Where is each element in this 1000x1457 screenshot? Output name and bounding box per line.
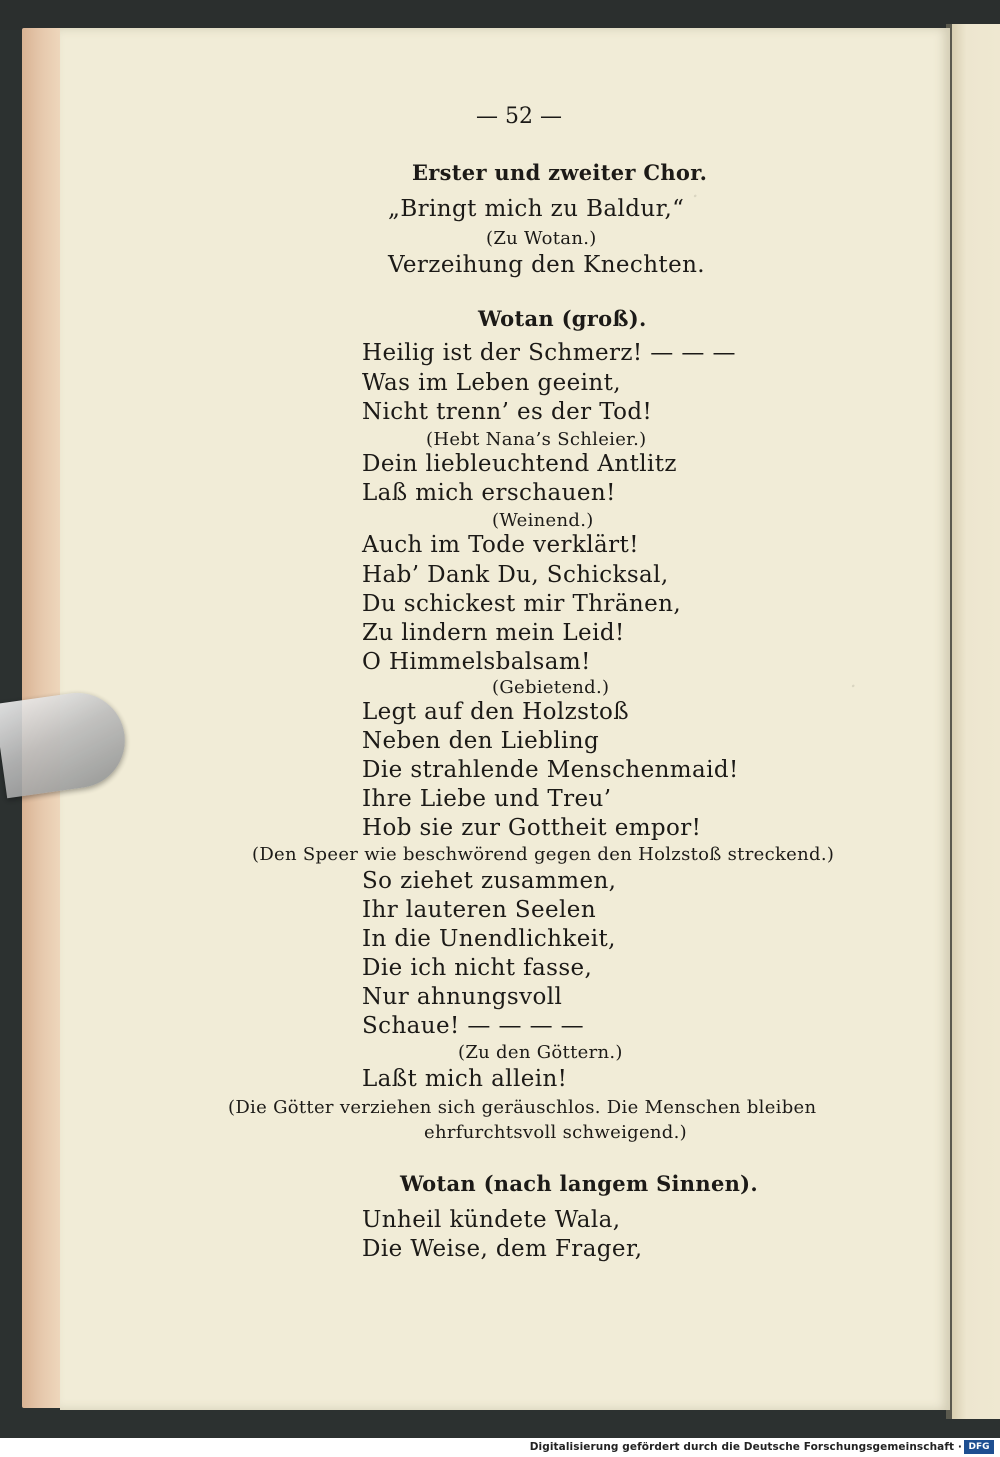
verse-line: O Himmelsbalsam! <box>362 649 591 675</box>
verse-line: Ihr lauteren Seelen <box>362 897 597 923</box>
facing-page-edge <box>952 24 1000 1419</box>
verse-line: So ziehet zusammen, <box>362 868 617 894</box>
stage-direction: (Die Götter verziehen sich geräuschlos. Die Menschen bleiben <box>228 1097 817 1118</box>
verse-line: Neben den Liebling <box>362 728 600 754</box>
verse-line: Auch im Tode verklärt! <box>362 532 639 558</box>
digitization-credit: Digitalisierung gefördert durch die Deutsche Forschungsgemeinschaft · <box>529 1441 962 1453</box>
verse-line: Die Weise, dem Frager, <box>362 1236 643 1262</box>
scan-background-top <box>0 0 1000 30</box>
dfg-logo: DFG <box>964 1440 994 1454</box>
speaker-heading: Wotan (nach langem Sinnen). <box>400 1171 759 1196</box>
speaker-heading: Wotan (groß). <box>478 306 647 331</box>
stage-direction: (Zu Wotan.) <box>486 228 597 249</box>
stage-direction: (Gebietend.) <box>492 677 610 698</box>
verse-line: Heilig ist der Schmerz! — — — <box>362 340 736 366</box>
stage-direction: ehrfurchtsvoll schweigend.) <box>424 1122 687 1143</box>
verse-line: Die strahlende Menschenmaid! <box>362 757 739 783</box>
verse-line: Laß mich erschauen! <box>362 480 616 506</box>
verse-line: In die Unendlichkeit, <box>362 926 616 952</box>
page-number: — 52 — <box>476 104 562 129</box>
stage-direction: (Hebt Nana’s Schleier.) <box>426 429 647 450</box>
verse-line: Schaue! — — — — <box>362 1013 585 1039</box>
verse-line: Hab’ Dank Du, Schicksal, <box>362 562 669 588</box>
verse-line: Hob sie zur Gottheit empor! <box>362 815 702 841</box>
verse-line: Du schickest mir Thränen, <box>362 591 682 617</box>
verse-line: Die ich nicht fasse, <box>362 955 593 981</box>
verse-line: „Bringt mich zu Baldur,“ <box>388 196 685 222</box>
stage-direction: (Weinend.) <box>492 510 594 531</box>
verse-line: Ihre Liebe und Treu’ <box>362 786 612 812</box>
verse-line: Unheil kündete Wala, <box>362 1207 621 1233</box>
verse-line: Verzeihung den Knechten. <box>388 252 706 278</box>
verse-line: Dein liebleuchtend Antlitz <box>362 451 677 477</box>
verse-line: Nicht trenn’ es der Tod! <box>362 399 653 425</box>
bleed-through-text: . <box>850 668 857 692</box>
stage-direction: (Den Speer wie beschwörend gegen den Holzstoß streckend.) <box>252 844 835 865</box>
verse-line: Zu lindern mein Leid! <box>362 620 625 646</box>
speaker-heading: Erster und zweiter Chor. <box>412 160 708 185</box>
stage-direction: (Zu den Göttern.) <box>458 1042 623 1063</box>
verse-line: Legt auf den Holzstoß <box>362 699 630 725</box>
verse-line: Was im Leben geeint, <box>362 370 621 396</box>
verse-line: Nur ahnungsvoll <box>362 984 563 1010</box>
verse-line: Laßt mich allein! <box>362 1066 568 1092</box>
bleed-through-text: . <box>692 178 699 202</box>
